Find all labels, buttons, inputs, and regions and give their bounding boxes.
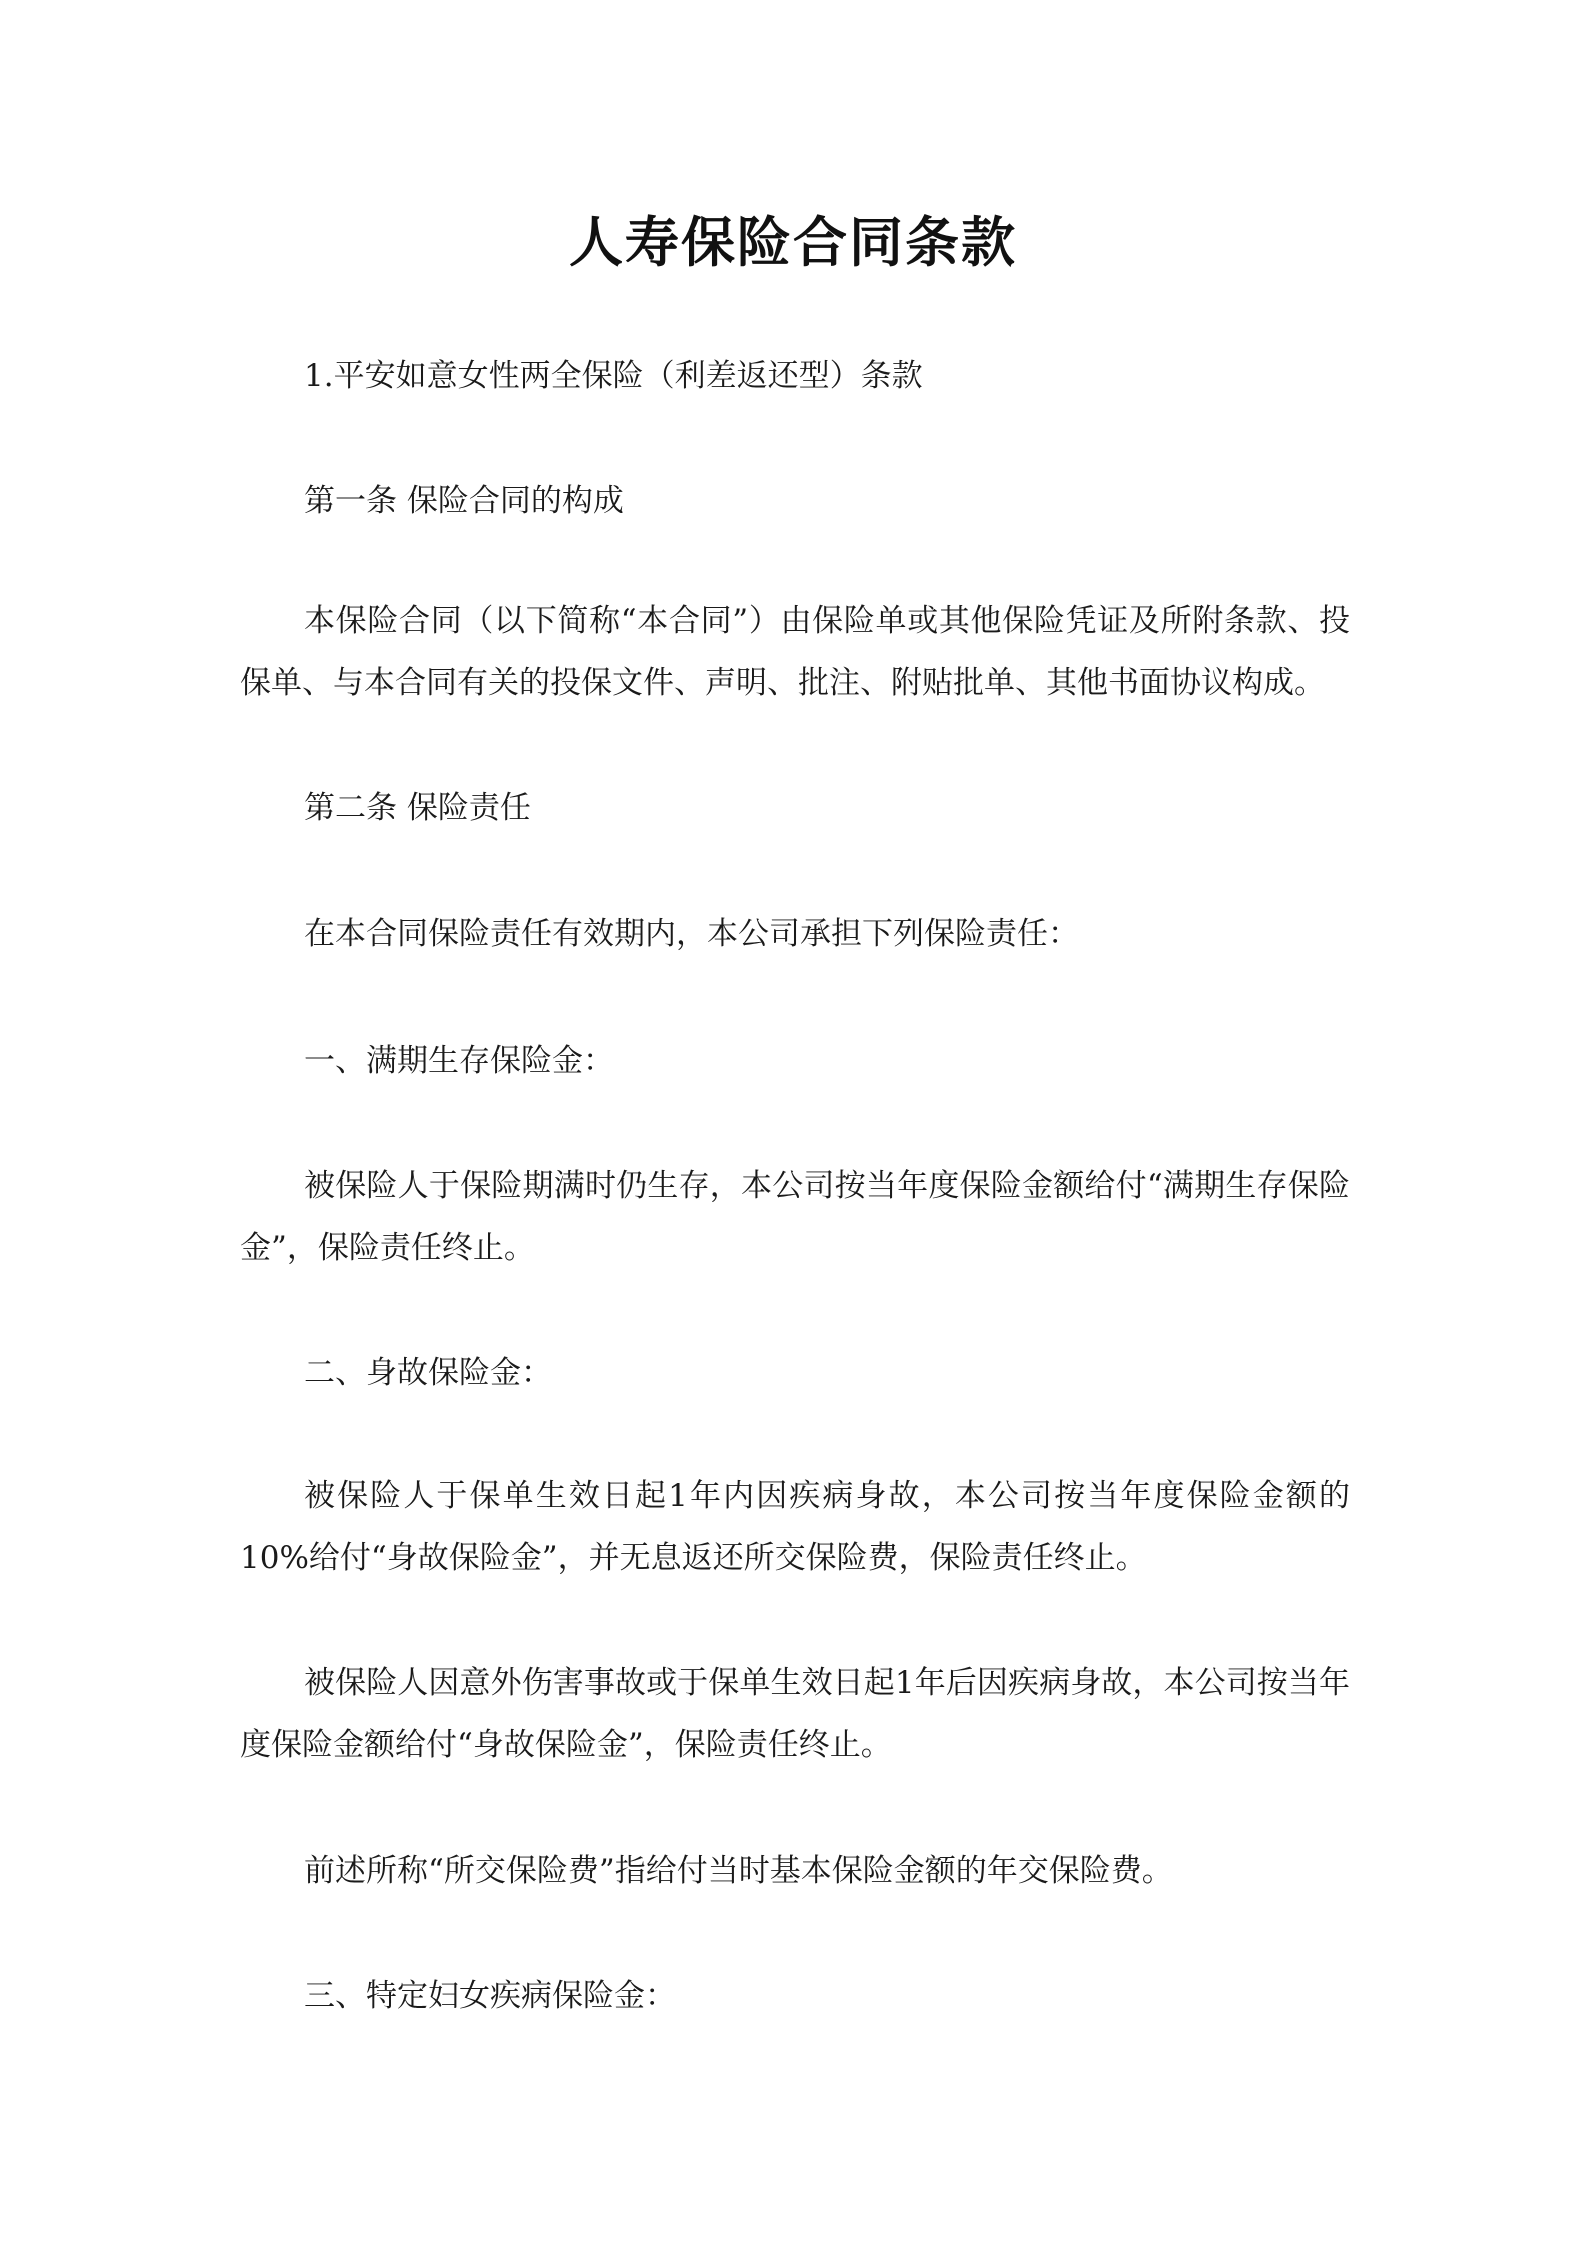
body-paragraph: 被保险人因意外伤害事故或于保单生效日起1年后因疾病身故，本公司按当年度保险金额给付“身故保险金”，保险责任终止。 — [240, 1665, 1350, 1763]
section-heading: 三、特定妇女疾病保险金： — [304, 1978, 676, 2014]
section-heading: 二、身故保险金： — [304, 1355, 552, 1391]
body-paragraph: 被保险人于保险期满时仍生存，本公司按当年度保险金额给付“满期生存保险金”，保险责任终止。 — [240, 1168, 1350, 1266]
body-paragraph: 本保险合同（以下简称“本合同”）由保险单或其他保险凭证及所附条款、投保单、与本合同有关的投保文件、声明、批注、附贴批单、其他书面协议构成。 — [240, 603, 1350, 701]
article-heading: 第一条 保险合同的构成 — [304, 483, 624, 519]
article-heading: 第二条 保险责任 — [304, 790, 531, 826]
body-paragraph: 被保险人于保单生效日起1年内因疾病身故，本公司按当年度保险金额的 10%给付“身故保险金”，并无息返还所交保险费，保险责任终止。 — [240, 1478, 1350, 1576]
clause-heading: 1.平安如意女性两全保险（利差返还型）条款 — [304, 358, 923, 394]
body-paragraph: 在本合同保险责任有效期内，本公司承担下列保险责任： — [304, 916, 1079, 952]
body-paragraph: 前述所称“所交保险费”指给付当时基本保险金额的年交保险费。 — [304, 1853, 1173, 1889]
page-title: 人寿保险合同条款 — [569, 211, 1017, 274]
section-heading: 一、满期生存保险金： — [304, 1043, 614, 1079]
